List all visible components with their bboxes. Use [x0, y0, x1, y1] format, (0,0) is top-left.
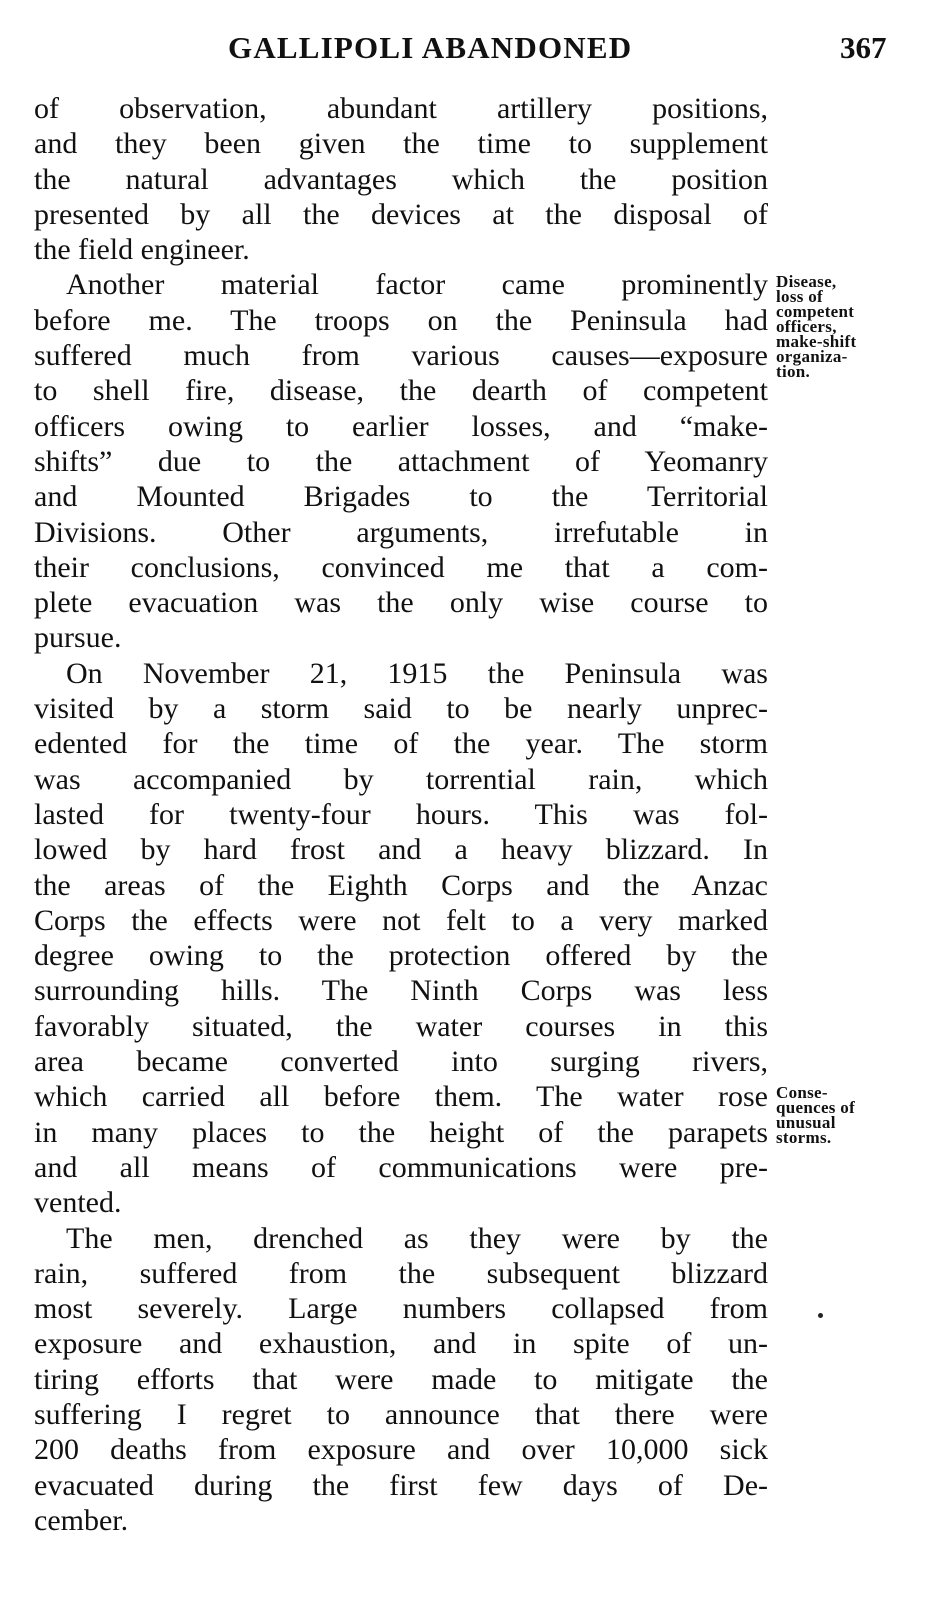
text-line: 200 deaths from exposure and over 10,000 sick	[34, 1433, 768, 1467]
margin-note-line: officers,	[776, 316, 837, 336]
margin-note-line: tion.	[776, 361, 811, 381]
margin-note	[776, 271, 926, 381]
text-line: vented.	[34, 1186, 122, 1220]
text-line: to shell fire, disease, the dearth of competent	[34, 374, 768, 408]
text-line: tiring efforts that were made to mitigate the	[34, 1362, 768, 1396]
text-line: Another material factor came prominently	[66, 268, 768, 302]
text-line: degree owing to the protection offered by the	[34, 939, 768, 973]
running-title: GALLIPOLI ABANDONED	[228, 30, 633, 65]
margin-note-line: Conse-	[776, 1083, 828, 1103]
text-line: of observation, abundant artillery positions,	[34, 92, 768, 125]
margin-note-line: Disease,	[776, 271, 837, 291]
margin-note-line: competent	[776, 301, 855, 321]
margin-note	[776, 1083, 926, 1148]
text-line: evacuated during the first few days of De-	[34, 1468, 768, 1502]
margin-note-line: organiza-	[776, 346, 848, 366]
text-line: Divisions. Other arguments, irrefutable in	[34, 515, 768, 549]
text-line: suffering I regret to announce that there were	[34, 1397, 768, 1431]
margin-note-line: unusual	[776, 1113, 836, 1133]
page-number: 367	[840, 30, 887, 65]
text-line: plete evacuation was the only wise course to	[34, 586, 768, 620]
text-line: presented by all the devices at the disposal of	[34, 197, 768, 231]
text-line: shifts” due to the attachment of Yeomanry	[34, 444, 768, 478]
text-line: before me. The troops on the Peninsula had	[34, 303, 768, 337]
body-text	[34, 91, 768, 1538]
text-line: and Mounted Brigades to the Territorial	[34, 480, 768, 514]
text-line: The men, drenched as they were by the	[66, 1221, 768, 1255]
text-line: visited by a storm said to be nearly unprec-	[34, 692, 768, 726]
text-line: most severely. Large numbers collapsed from	[34, 1292, 768, 1326]
text-line: lasted for twenty-four hours. This was fol-	[34, 797, 768, 831]
text-line: exposure and exhaustion, and in spite of un-	[34, 1327, 768, 1361]
text-line: officers owing to earlier losses, and “make-	[34, 409, 768, 443]
margin-note-line: storms.	[776, 1128, 832, 1148]
text-line: which carried all before them. The water rose	[34, 1080, 768, 1114]
text-line: pursue.	[34, 621, 122, 655]
text-line: and they been given the time to supplement	[34, 127, 768, 161]
stray-mark	[818, 1313, 823, 1318]
text-line: the field engineer.	[34, 233, 250, 267]
text-line: in many places to the height of the parapets	[34, 1115, 768, 1149]
text-line: suffered much from various causes—exposure	[34, 339, 768, 373]
text-line: was accompanied by torrential rain, which	[34, 762, 768, 796]
text-line: surrounding hills. The Ninth Corps was less	[34, 974, 768, 1008]
text-line: favorably situated, the water courses in this	[34, 1009, 768, 1043]
text-line: the areas of the Eighth Corps and the Anzac	[34, 868, 768, 902]
margin-note-line: make-shift	[776, 331, 857, 351]
text-line: their conclusions, convinced me that a com-	[34, 550, 768, 584]
text-line: rain, suffered from the subsequent blizzard	[34, 1256, 768, 1290]
text-line: Corps the effects were not felt to a very marked	[34, 903, 768, 937]
text-line: On November 21, 1915 the Peninsula was	[66, 656, 768, 690]
text-line: lowed by hard frost and a heavy blizzard. In	[34, 833, 768, 867]
text-line: and all means of communications were pre-	[34, 1150, 768, 1184]
text-line: the natural advantages which the position	[34, 162, 768, 196]
margin-note-line: quences of	[776, 1098, 856, 1118]
running-head	[0, 30, 950, 70]
text-line: edented for the time of the year. The storm	[34, 727, 768, 761]
margin-note-line: loss of	[776, 286, 823, 306]
text-line: area became converted into surging rivers,	[34, 1045, 768, 1079]
text-line: cember.	[34, 1503, 129, 1537]
